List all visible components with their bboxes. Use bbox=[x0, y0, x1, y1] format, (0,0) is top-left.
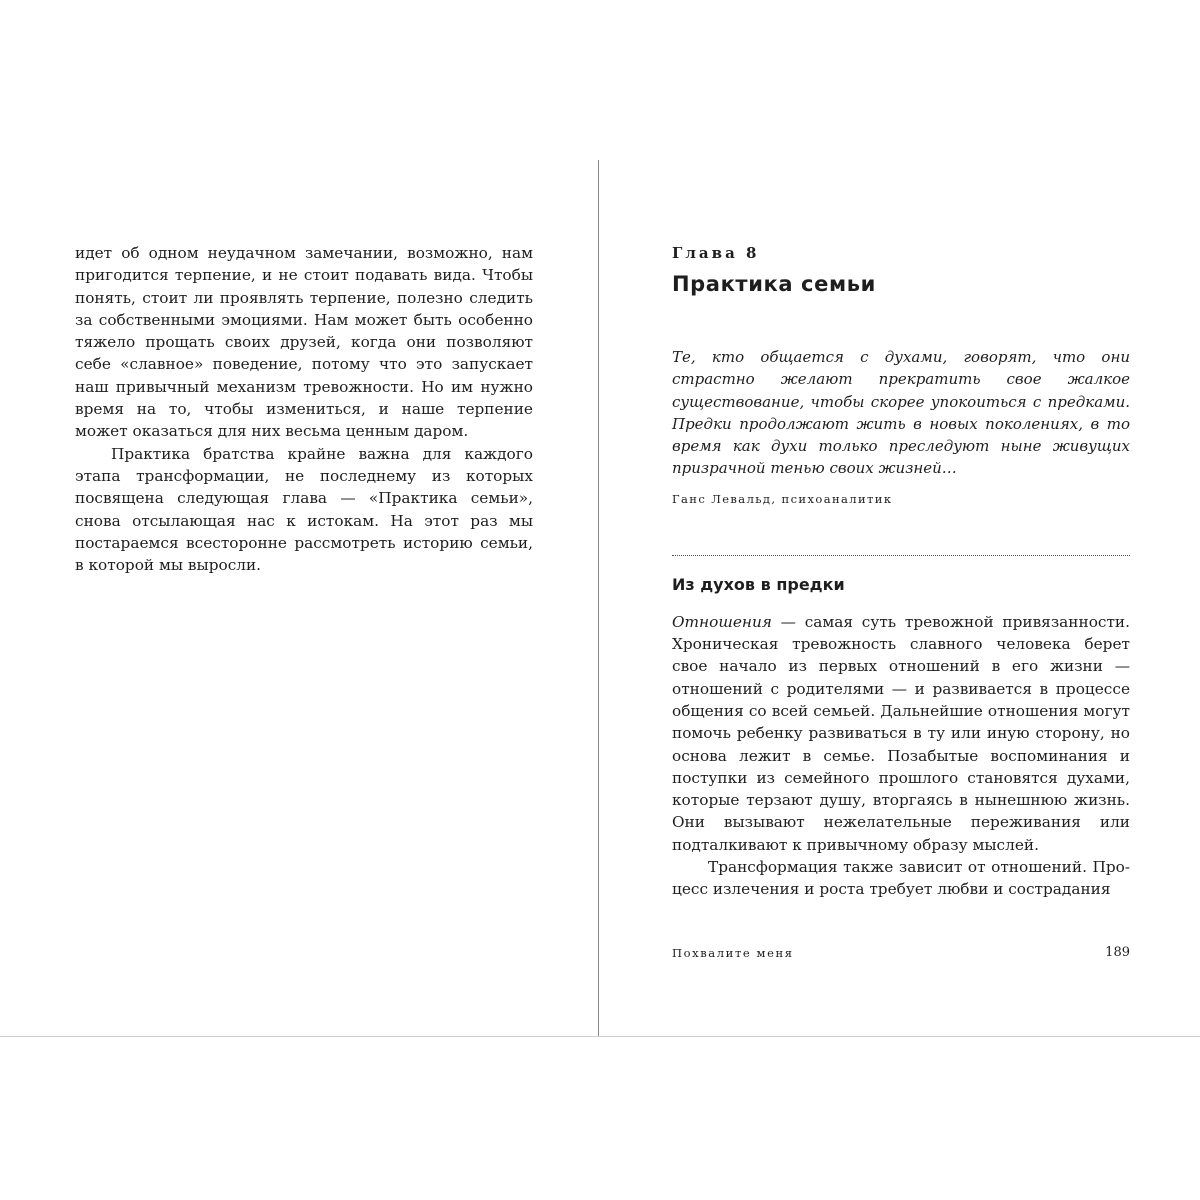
section-divider bbox=[672, 555, 1130, 556]
page-footer bbox=[672, 946, 1130, 966]
chapter-title: Практика семьи bbox=[672, 272, 876, 296]
left-paragraph-2: Практика братства крайне важна для каждого этапа трансформации, не последнему из которых посвящена следующая глава — «Практика семьи», снова отсылающая нас к истокам. На этот раз мы постараемся всесторонне рассмотреть историю семьи, в которой мы выросли. bbox=[75, 444, 533, 575]
left-paragraph-1: идет об одном неудачном замечании, возможно, нам пригодится терпение, и не стоит подавать вида. Чтобы понять, стоит ли проявлять терпение, полезно следить за собственными эмоциями. Нам может быть особенно тяжело прощать своих друзей, когда они позволяют себе «славное» поведение, потому что это запускает наш привычный механизм тревожности. Но им нужно время на то, чтобы измениться, и наше терпение может оказаться для них весьма ценным даром. bbox=[75, 244, 533, 441]
section-paragraph-2: Трансформация также зависит от отношений. Процесс излечения и роста требует любви и сострадания bbox=[672, 858, 1130, 899]
page-bottom-edge bbox=[0, 1036, 1200, 1037]
chapter-label: Глава 8 bbox=[672, 244, 760, 262]
section-paragraph-1 bbox=[672, 611, 1130, 856]
left-page bbox=[75, 242, 533, 576]
section-lead-italic: Отношения bbox=[672, 612, 772, 631]
book-spine bbox=[598, 160, 599, 1037]
epigraph: Те, кто общается с духами, говорят, что они страстно желают прекратить свое жалкое существование, чтобы скорее упокоиться с предками. Предки продолжают жить в новых поколениях, в то время как духи только преследуют ныне живущих призрачной тенью своих жизней… bbox=[672, 348, 1130, 478]
right-page bbox=[672, 242, 1130, 901]
page-number: 189 bbox=[1105, 945, 1130, 960]
epigraph-author: Ганс Левальд, психоаналитик bbox=[672, 491, 893, 506]
running-footer-title: Похвалите меня bbox=[672, 946, 794, 960]
section-title: Из духов в предки bbox=[672, 574, 845, 594]
section-lead-text: — самая суть тревожной привязанности. Хроническая тревожность славного человека берет свое начало из первых отношений в его жизни — отношений с родителями — и развивается в процессе общения со всей семьей. Дальнейшие отношения могут помочь ребенку развиваться в ту или иную сторону, но основа лежит в семье. Позабытые воспоминания и поступки из семейного прошлого становятся духами, которые терзают душу, вторгаясь в нынешнюю жизнь. Они вызывают нежелательные переживания или подталкивают к привычному образу мыслей. bbox=[672, 612, 1130, 854]
